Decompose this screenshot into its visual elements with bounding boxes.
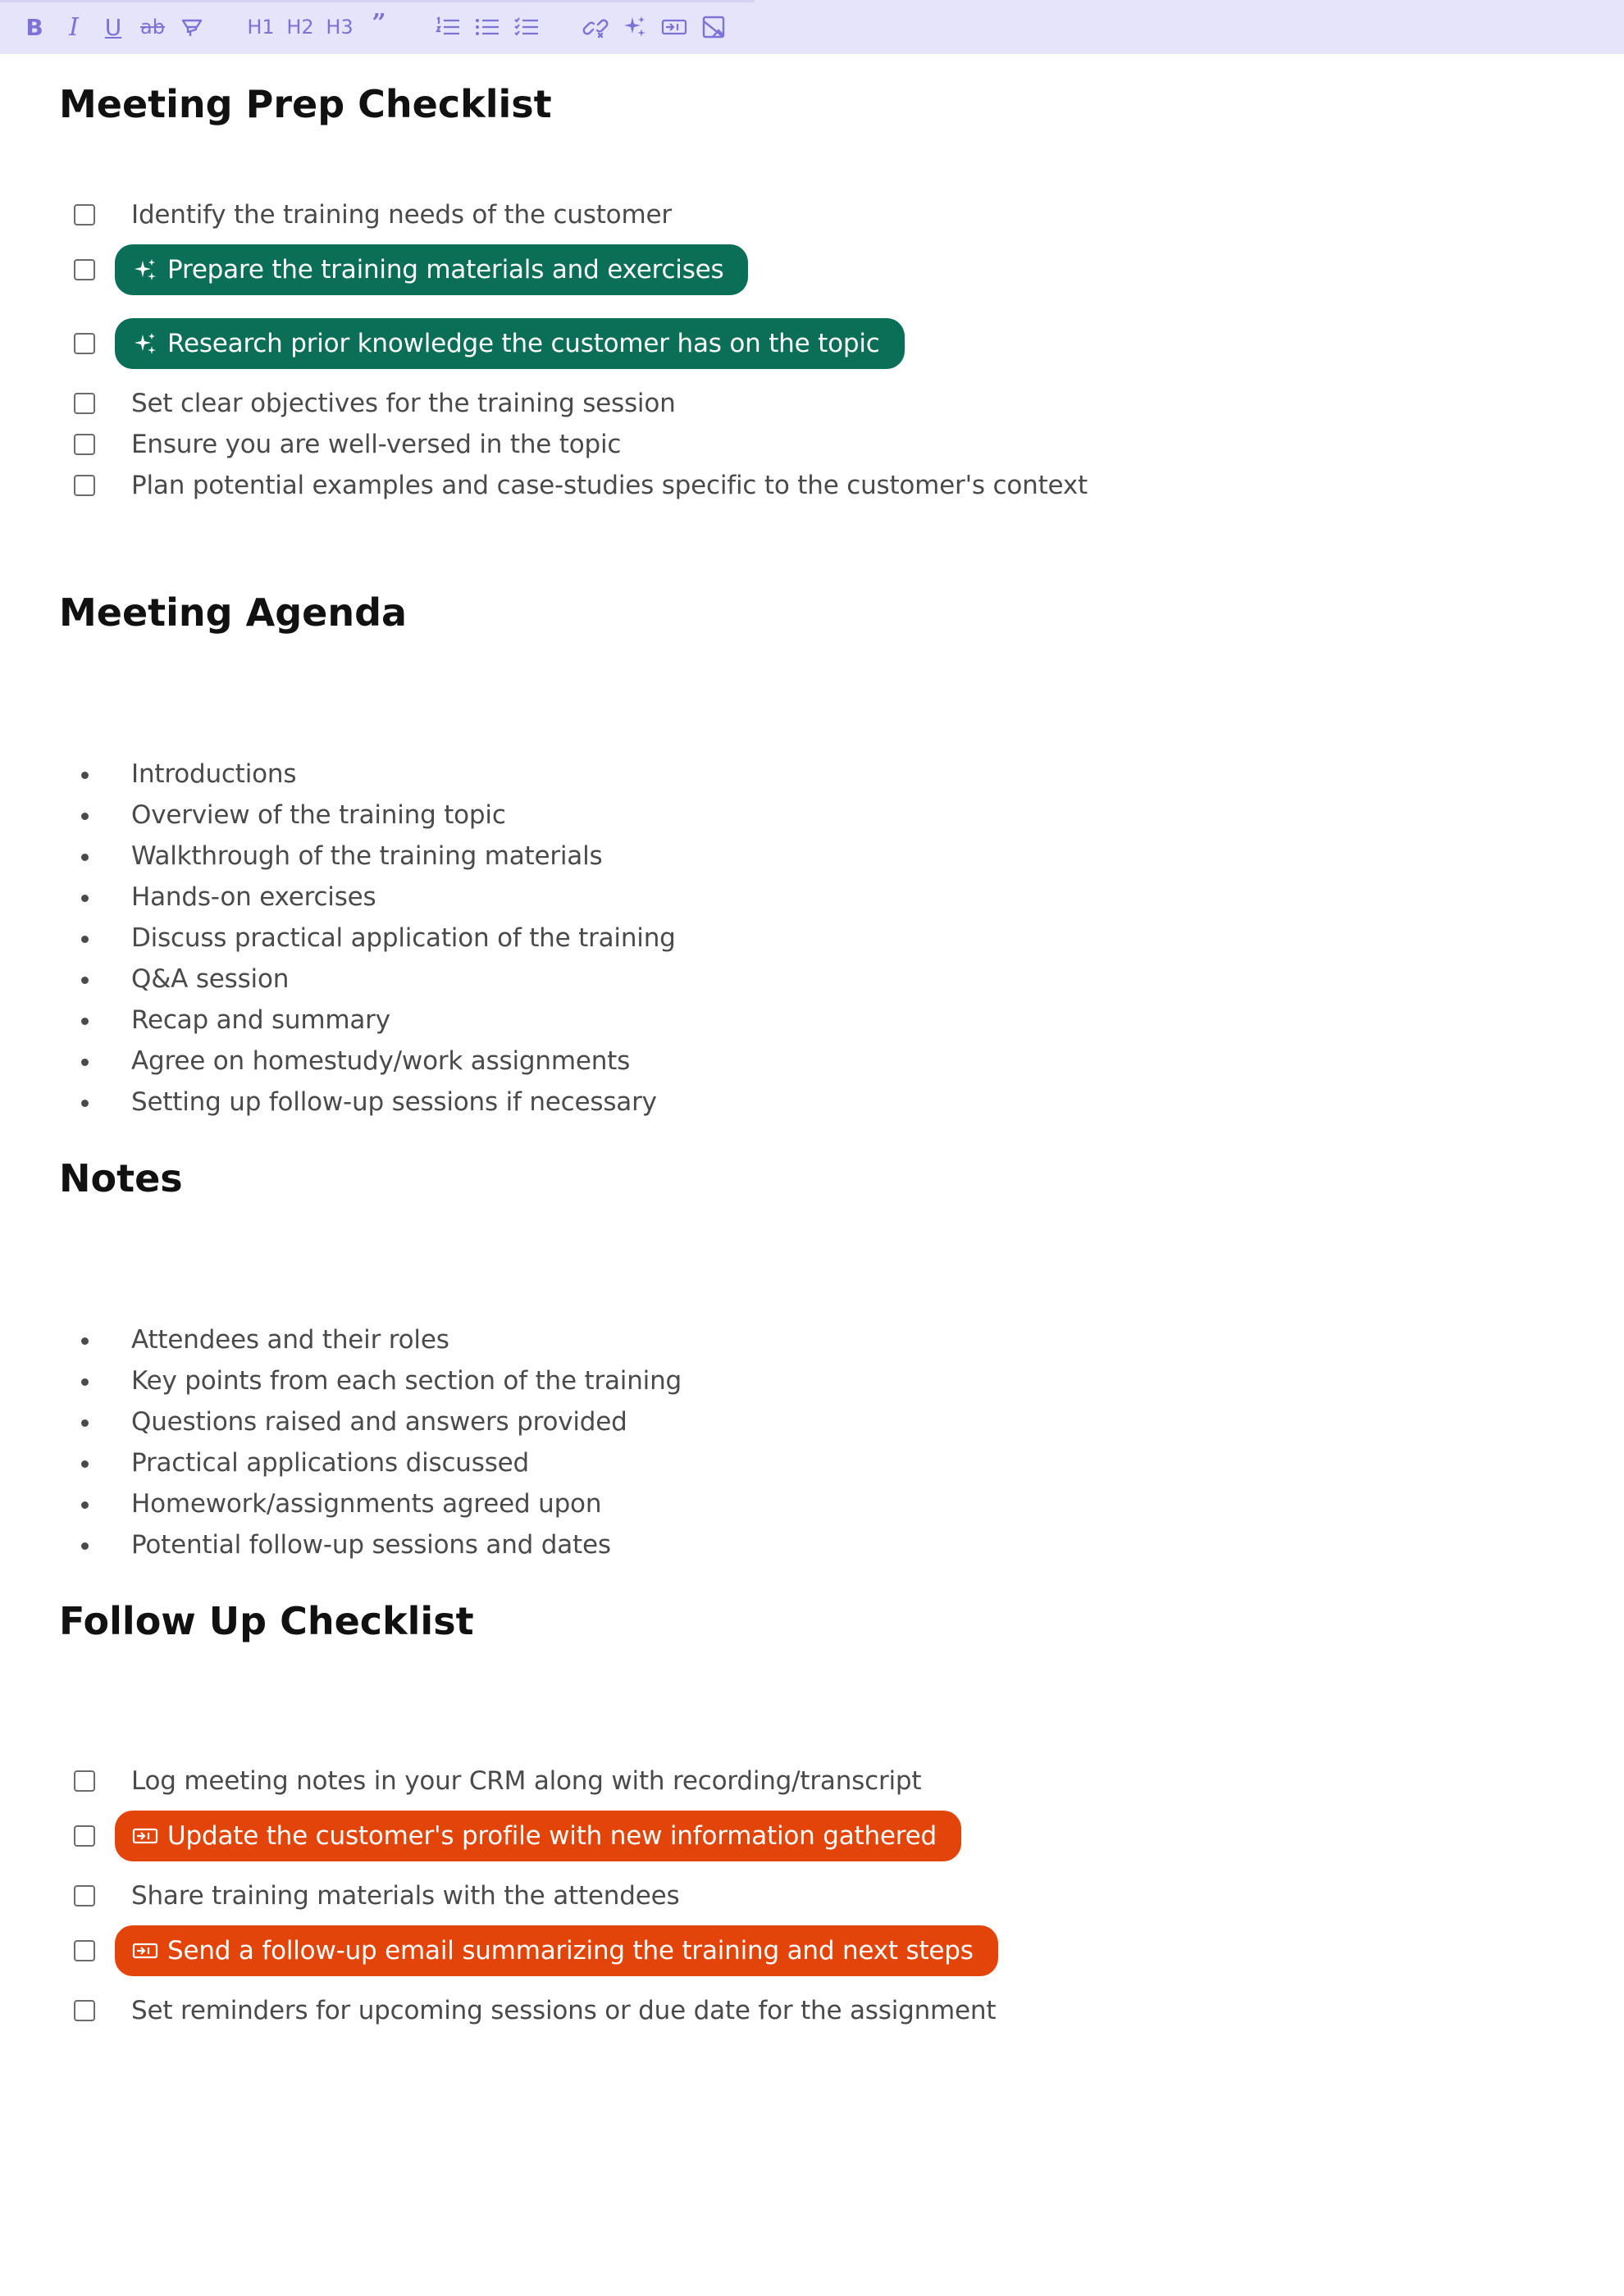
sparkle-icon — [623, 15, 647, 39]
field-button[interactable] — [658, 9, 691, 45]
bullet-dot — [81, 1419, 89, 1427]
list-item — [59, 1082, 1535, 1123]
image-icon — [701, 15, 726, 39]
bullet-dot — [81, 1542, 89, 1550]
list-item — [59, 1320, 1535, 1361]
checklist-item-crm — [59, 1811, 1535, 1861]
bullet-list-button[interactable] — [471, 9, 504, 45]
checklist-item — [59, 1875, 1535, 1917]
sparkle-icon — [131, 330, 159, 358]
underline-button[interactable]: U — [104, 13, 122, 41]
list-item-text[interactable]: Discuss practical application of the training — [131, 923, 676, 953]
numbered-list-button[interactable] — [431, 9, 464, 45]
list-item — [59, 1000, 1535, 1041]
bullet-dot — [81, 1378, 89, 1386]
checklist-item-text[interactable]: Log meeting notes in your CRM along with recording/transcript — [131, 1766, 922, 1796]
numbered-list-icon — [435, 16, 461, 39]
bullet-dot — [81, 1059, 89, 1066]
checklist-item-text[interactable]: Set clear objectives for the training session — [131, 389, 676, 418]
checklist-item-text[interactable]: Set reminders for upcoming sessions or due date for the assignment — [131, 1996, 997, 2025]
field-icon — [661, 16, 687, 38]
checklist-item-text: Update the customer's profile with new information gathered — [167, 1821, 937, 1851]
checkbox[interactable] — [74, 1940, 95, 1961]
checklist-item — [59, 1989, 1535, 2032]
checkbox[interactable] — [74, 204, 95, 226]
bullet-list-icon — [474, 16, 500, 39]
section-title-prep: Meeting Prep Checklist — [59, 82, 552, 126]
checklist-item-text[interactable]: Share training materials with the attendees — [131, 1881, 680, 1911]
agenda-list — [59, 754, 1535, 1123]
bold-button[interactable]: B — [25, 13, 43, 41]
list-item-text[interactable]: Homework/assignments agreed upon — [131, 1489, 602, 1519]
image-button[interactable] — [697, 9, 730, 45]
list-item — [59, 1402, 1535, 1443]
list-item-text[interactable]: Practical applications discussed — [131, 1448, 529, 1478]
ai-suggestion-pill[interactable] — [115, 244, 748, 295]
link-button[interactable] — [579, 9, 612, 45]
checklist-item-ai — [59, 244, 1535, 295]
list-item-text[interactable]: Introductions — [131, 759, 297, 789]
bullet-dot — [81, 1460, 89, 1468]
checklist-item — [59, 1760, 1535, 1802]
list-item-text[interactable]: Agree on homestudy/work assignments — [131, 1046, 631, 1076]
checklist-button[interactable] — [510, 9, 543, 45]
bullet-dot — [81, 895, 89, 902]
highlighter-icon — [180, 15, 204, 39]
checkbox[interactable] — [74, 393, 95, 414]
field-icon — [131, 1937, 159, 1965]
checkbox[interactable] — [74, 1825, 95, 1847]
list-item — [59, 1443, 1535, 1484]
list-item-text[interactable]: Recap and summary — [131, 1005, 390, 1035]
list-item-text[interactable]: Q&A session — [131, 964, 290, 994]
ai-sparkle-button[interactable] — [618, 9, 651, 45]
list-item — [59, 754, 1535, 795]
italic-button[interactable]: I — [69, 12, 79, 42]
list-item-text[interactable]: Key points from each section of the training — [131, 1366, 682, 1396]
checklist-item-text[interactable]: Plan potential examples and case-studies specific to the customer's context — [131, 471, 1088, 500]
bullet-dot — [81, 1337, 89, 1345]
checkbox[interactable] — [74, 333, 95, 354]
checkbox[interactable] — [74, 1885, 95, 1906]
list-item-text[interactable]: Overview of the training topic — [131, 800, 506, 830]
heading2-button[interactable]: H2 — [286, 16, 314, 39]
list-item-text[interactable]: Hands-on exercises — [131, 882, 376, 912]
checkbox[interactable] — [74, 475, 95, 496]
list-item-text[interactable]: Questions raised and answers provided — [131, 1407, 627, 1437]
checklist-item-ai — [59, 318, 1535, 369]
checklist-item-text: Send a follow-up email summarizing the training and next steps — [167, 1936, 974, 1966]
checklist-item — [59, 464, 1535, 507]
checklist-item-text: Research prior knowledge the customer has on the topic — [167, 329, 880, 358]
sparkle-icon — [131, 256, 159, 284]
checkbox[interactable] — [74, 434, 95, 455]
list-item — [59, 918, 1535, 959]
editor-toolbar — [0, 0, 1624, 54]
notes-list — [59, 1320, 1535, 1566]
checklist-item — [59, 194, 1535, 236]
list-item — [59, 1041, 1535, 1082]
list-item — [59, 959, 1535, 1000]
list-item-text[interactable]: Walkthrough of the training materials — [131, 841, 603, 871]
list-item-text[interactable]: Attendees and their roles — [131, 1325, 449, 1355]
bullet-dot — [81, 813, 89, 820]
highlight-button[interactable] — [176, 9, 208, 45]
link-icon — [582, 16, 609, 39]
strikethrough-button[interactable]: ab — [140, 16, 165, 39]
checklist-item — [59, 423, 1535, 466]
list-item — [59, 795, 1535, 836]
heading3-button[interactable]: H3 — [326, 16, 354, 39]
heading1-button[interactable]: H1 — [247, 16, 275, 39]
checklist-item-crm — [59, 1925, 1535, 1976]
checklist-item-text[interactable]: Identify the training needs of the customer — [131, 200, 672, 230]
section-title-followup: Follow Up Checklist — [59, 1599, 474, 1643]
checkbox[interactable] — [74, 2000, 95, 2021]
toolbar-top-edge — [0, 0, 755, 2]
checklist-icon — [513, 16, 540, 39]
list-item-text[interactable]: Setting up follow-up sessions if necessary — [131, 1087, 657, 1117]
bullet-dot — [81, 854, 89, 861]
section-title-notes: Notes — [59, 1156, 183, 1200]
bullet-dot — [81, 936, 89, 943]
list-item — [59, 1525, 1535, 1566]
bullet-dot — [81, 1501, 89, 1509]
bullet-dot — [81, 1018, 89, 1025]
crm-field-pill[interactable] — [115, 1925, 998, 1976]
checklist-item-text[interactable]: Ensure you are well-versed in the topic — [131, 430, 622, 459]
list-item — [59, 1484, 1535, 1525]
bullet-dot — [81, 977, 89, 984]
bullet-dot — [81, 1100, 89, 1107]
list-item-text[interactable]: Potential follow-up sessions and dates — [131, 1530, 611, 1560]
crm-field-pill[interactable] — [115, 1811, 961, 1861]
bullet-dot — [81, 772, 89, 779]
checkbox[interactable] — [74, 1770, 95, 1792]
list-item — [59, 877, 1535, 918]
checklist-item-text: Prepare the training materials and exercises — [167, 255, 724, 285]
checkbox[interactable] — [74, 259, 95, 280]
section-title-agenda: Meeting Agenda — [59, 590, 408, 635]
quote-button[interactable]: ” — [372, 8, 386, 38]
list-item — [59, 836, 1535, 877]
list-item — [59, 1361, 1535, 1402]
field-icon — [131, 1822, 159, 1850]
checklist-item — [59, 382, 1535, 425]
ai-suggestion-pill[interactable] — [115, 318, 905, 369]
